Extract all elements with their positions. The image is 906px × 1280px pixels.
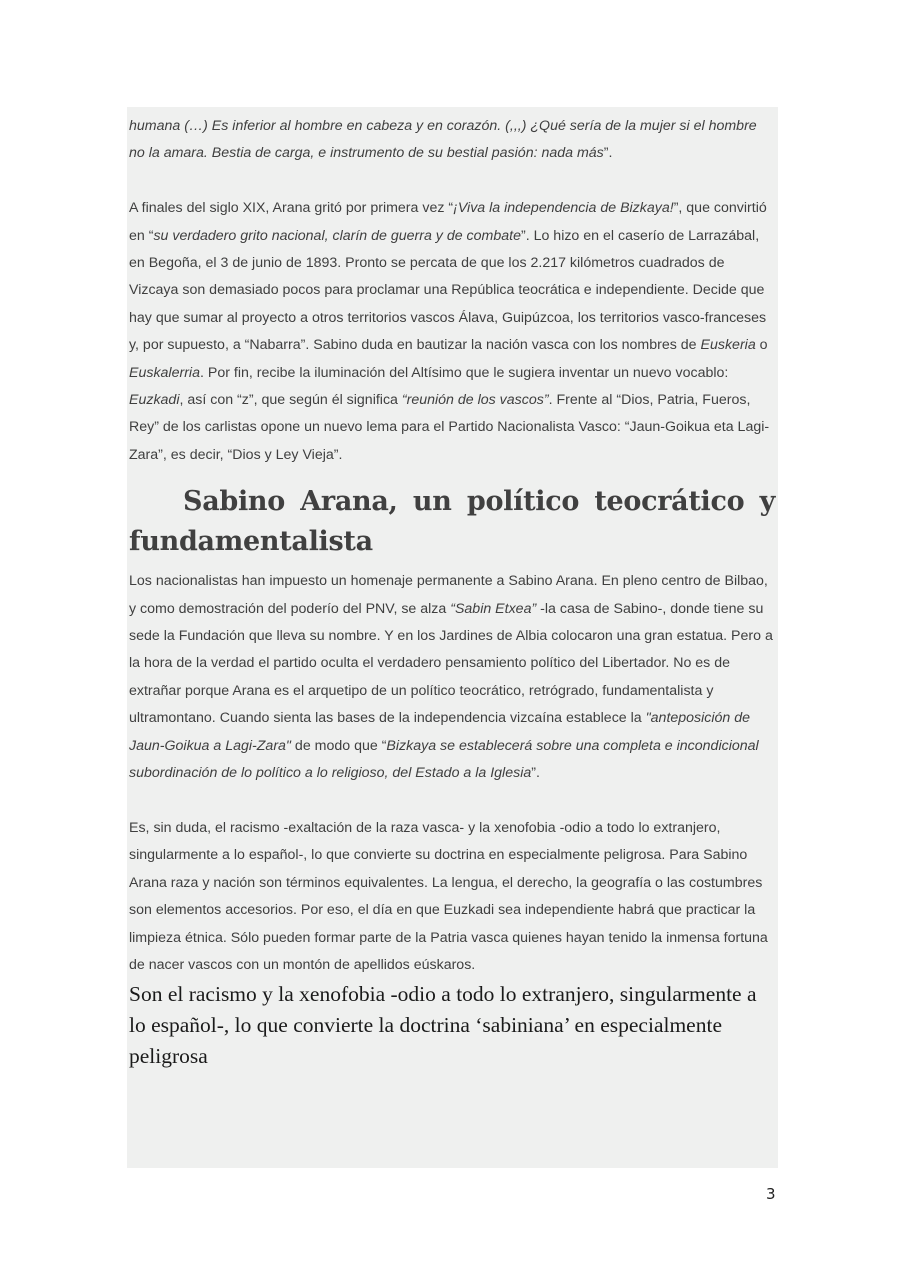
quote-italic-text: humana (…) Es inferior al hombre en cabeza y en corazón. (,,,) ¿Qué sería de la mujer si el hombre no la amara. Bestia de carga, e instrumento de su bestial pasión: nada más [129, 118, 757, 162]
page-number: 3 [766, 1185, 776, 1203]
quote-continuation: humana (…) Es inferior al hombre en cabeza y en corazón. (,,,) ¿Qué sería de la mujer si el hombre no la amara. Bestia de carga, e instrumento de su bestial pasión: nada más”. [129, 118, 757, 162]
paragraph-homage: Los nacionalistas han impuesto un homenaje permanente a Sabino Arana. En pleno centro de Bilbao, y como demostración del poderío del PNV, se alza “Sabin Etxea” -la casa de Sabino-, donde tiene su sede la Fundación que lleva su nombre. Y en los Jardines de Albia colocaron una gran estatua. Pero a la hora de la verdad el partido oculta el verdadero pensamiento político del Libertador. No es de extrañar porque Arana es el arquetipo de un político teocrático, retrógrado, fundamentalista y ultramontano. Cuando sienta las bases de la independencia vizcaína establece la "anteposición de Jaun-Goikua a Lagi-Zara" de modo que “Bizkaya se establecerá sobre una completa e incondicional subordinación de lo político a lo religioso, del Estado a la Iglesia”. [129, 573, 773, 782]
section-heading: Sabino Arana, un político teocrático y fundamentalista [129, 486, 775, 558]
paragraph-spacer [129, 788, 775, 815]
pull-quote: Son el racismo y la xenofobia -odio a todo lo extranjero, singularmente a lo español-, lo que convierte la doctrina ‘sabiniana’ en especialmente peligrosa [129, 982, 757, 1069]
paragraph-arana-cry: A finales del siglo XIX, Arana gritó por primera vez “¡Viva la independencia de Bizkaya!”, que convirtió en “su verdadero grito nacional, clarín de guerra y de combate”. Lo hizo en el caserío de Larrazábal, en Begoña, el 3 de junio de 1893. Pronto se percata de que los 2.217 kilómetros cuadrados de Vizcaya son demasiado pocos para proclamar una República teocrática e independiente. Decide que hay que sumar al proyecto a otros territorios vascos Álava, Guipúzcoa, los territorios vasco-franceses y, por supuesto, a “Nabarra”. Sabino duda en bautizar la nación vasca con los nombres de Euskeria o Euskalerria. Por fin, recibe la iluminación del Altísimo que le sugiera inventar un nuevo vocablo: Euzkadi, así con “z”, que según él significa “reunión de los vascos”. Frente al “Dios, Patria, Fueros, Rey” de los carlistas opone un nuevo lema para el Partido Nacionalista Vasco: “Jaun-Goikua eta Lagi-Zara”, es decir, “Dios y Ley Vieja”. [129, 200, 770, 463]
paragraph-racism: Es, sin duda, el racismo -exaltación de la raza vasca- y la xenofobia -odio a todo lo extranjero, singularmente a lo español-, lo que convierte su doctrina en especialmente peligrosa. Para Sabino Arana raza y nación son términos equivalentes. La lengua, el derecho, la geografía o las costumbres son elementos accesorios. Por eso, el día en que Euzkadi sea independiente habrá que practicar la limpieza étnica. Sólo pueden formar parte de la Patria vasca quienes hayan tenido la inmensa fortuna de nacer vascos con un montón de apellidos eúskaros. [129, 819, 768, 973]
page-content [129, 113, 775, 1072]
paragraph-spacer [129, 168, 775, 195]
